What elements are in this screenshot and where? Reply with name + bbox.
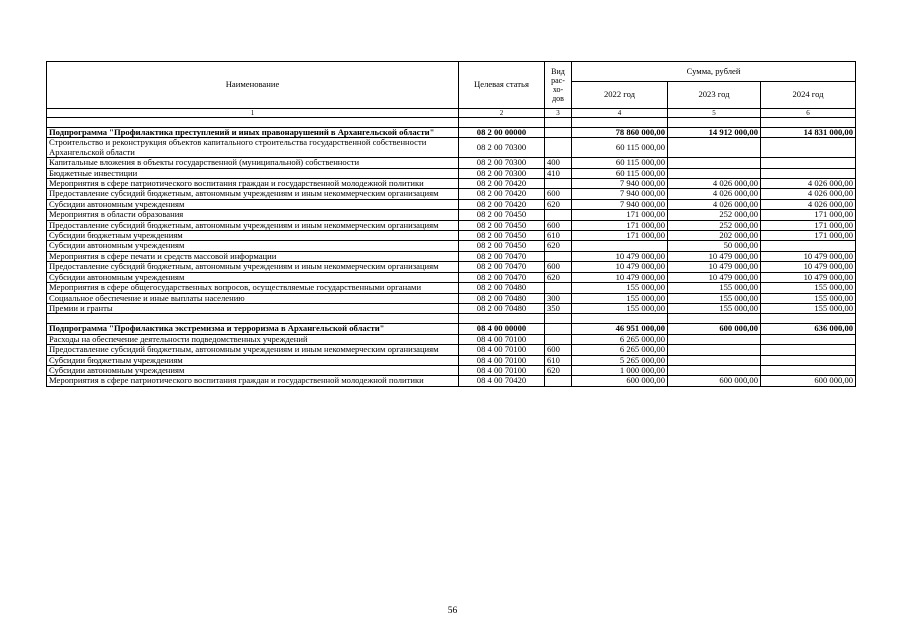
cell-expense-type <box>545 376 572 386</box>
cell-sum-2023 <box>668 365 761 375</box>
table-row <box>47 138 856 158</box>
cell-sum-2022: 171 000,00 <box>572 220 668 230</box>
cell-sum-2022: 78 860 000,00 <box>572 128 668 138</box>
empty-cell <box>761 314 856 324</box>
cell-sum-2022: 155 000,00 <box>572 283 668 293</box>
cell-sum-2024: 155 000,00 <box>761 303 856 313</box>
cell-name: Субсидии автономным учреждениям <box>47 365 459 375</box>
cell-sum-2022: 171 000,00 <box>572 231 668 241</box>
cell-sum-2024: 636 000,00 <box>761 324 856 334</box>
cell-expense-type <box>545 138 572 158</box>
cell-sum-2024: 155 000,00 <box>761 283 856 293</box>
cell-expense-type <box>545 334 572 344</box>
cell-sum-2024: 171 000,00 <box>761 220 856 230</box>
table-row <box>47 334 856 344</box>
empty-cell <box>572 118 668 128</box>
cell-expense-type <box>545 251 572 261</box>
cell-name: Мероприятия в сфере патриотического воспитания граждан и государственной молодежной политики <box>47 376 459 386</box>
cell-expense-type <box>545 179 572 189</box>
cell-name: Расходы на обеспечение деятельности подведомственных учреждений <box>47 334 459 344</box>
cell-sum-2022: 155 000,00 <box>572 303 668 313</box>
cell-target-article: 08 4 00 70420 <box>459 376 545 386</box>
cell-sum-2023: 252 000,00 <box>668 220 761 230</box>
cell-sum-2023 <box>668 168 761 178</box>
cell-expense-type: 610 <box>545 355 572 365</box>
cell-sum-2022: 60 115 000,00 <box>572 158 668 168</box>
cell-expense-type: 600 <box>545 220 572 230</box>
cell-name: Социальное обеспечение и иные выплаты населению <box>47 293 459 303</box>
cell-target-article: 08 2 00 70470 <box>459 272 545 282</box>
cell-name: Подпрограмма "Профилактика экстремизма и терроризма в Архангельской области" <box>47 324 459 334</box>
cell-sum-2022: 7 940 000,00 <box>572 179 668 189</box>
cell-name: Субсидии автономным учреждениям <box>47 199 459 209</box>
cell-target-article: 08 2 00 70300 <box>459 138 545 158</box>
cell-expense-type <box>545 283 572 293</box>
cell-sum-2022: 10 479 000,00 <box>572 251 668 261</box>
cell-name: Мероприятия в сфере патриотического воспитания граждан и государственной молодежной политики <box>47 179 459 189</box>
table-row <box>47 158 856 168</box>
cell-expense-type: 620 <box>545 272 572 282</box>
cell-name: Подпрограмма "Профилактика преступлений и иных правонарушений в Архангельской области" <box>47 128 459 138</box>
cell-sum-2022: 10 479 000,00 <box>572 272 668 282</box>
table-row <box>47 345 856 355</box>
cell-sum-2023: 600 000,00 <box>668 324 761 334</box>
cell-sum-2022: 60 115 000,00 <box>572 138 668 158</box>
cell-expense-type <box>545 210 572 220</box>
cell-sum-2023 <box>668 334 761 344</box>
cell-sum-2023: 4 026 000,00 <box>668 179 761 189</box>
table-row <box>47 241 856 251</box>
empty-cell <box>459 314 545 324</box>
cell-sum-2023: 155 000,00 <box>668 283 761 293</box>
header-year-2024: 2024 год <box>761 82 856 109</box>
cell-sum-2024: 600 000,00 <box>761 376 856 386</box>
cell-sum-2024: 171 000,00 <box>761 210 856 220</box>
header-year-2022: 2022 год <box>572 82 668 109</box>
table-row <box>47 293 856 303</box>
table-row <box>47 262 856 272</box>
cell-target-article: 08 2 00 70450 <box>459 231 545 241</box>
cell-name: Предоставление субсидий бюджетным, автономным учреждениям и иным некоммерческим организациям <box>47 262 459 272</box>
cell-target-article: 08 2 00 70480 <box>459 293 545 303</box>
empty-cell <box>572 314 668 324</box>
table-row <box>47 355 856 365</box>
cell-sum-2023: 50 000,00 <box>668 241 761 251</box>
cell-sum-2023 <box>668 345 761 355</box>
column-index: 4 <box>572 109 668 118</box>
cell-name: Капитальные вложения в объекты государственной (муниципальной) собственности <box>47 158 459 168</box>
cell-sum-2024 <box>761 241 856 251</box>
cell-expense-type: 600 <box>545 189 572 199</box>
cell-sum-2024: 4 026 000,00 <box>761 199 856 209</box>
cell-sum-2024: 10 479 000,00 <box>761 262 856 272</box>
empty-cell <box>668 118 761 128</box>
page-number: 56 <box>447 606 458 616</box>
table-row <box>47 251 856 261</box>
cell-sum-2022: 6 265 000,00 <box>572 334 668 344</box>
table-row <box>47 283 856 293</box>
cell-expense-type: 620 <box>545 365 572 375</box>
cell-target-article: 08 2 00 70450 <box>459 210 545 220</box>
subprogram-row <box>47 128 856 138</box>
cell-sum-2024 <box>761 138 856 158</box>
cell-name: Мероприятия в сфере печати и средств массовой информации <box>47 251 459 261</box>
empty-cell <box>545 118 572 128</box>
table-header <box>47 62 856 118</box>
cell-sum-2022: 5 265 000,00 <box>572 355 668 365</box>
cell-name: Премии и гранты <box>47 303 459 313</box>
empty-cell <box>761 118 856 128</box>
cell-name: Субсидии бюджетным учреждениям <box>47 231 459 241</box>
cell-sum-2023: 155 000,00 <box>668 303 761 313</box>
column-index: 2 <box>459 109 545 118</box>
cell-expense-type: 300 <box>545 293 572 303</box>
cell-expense-type: 600 <box>545 345 572 355</box>
table-row <box>47 365 856 375</box>
cell-target-article: 08 2 00 70480 <box>459 283 545 293</box>
cell-sum-2023: 252 000,00 <box>668 210 761 220</box>
cell-sum-2022: 7 940 000,00 <box>572 189 668 199</box>
cell-name: Предоставление субсидий бюджетным, автономным учреждениям и иным некоммерческим организациям <box>47 189 459 199</box>
spacer-row <box>47 314 856 324</box>
cell-expense-type: 620 <box>545 241 572 251</box>
cell-sum-2023 <box>668 138 761 158</box>
table-row <box>47 303 856 313</box>
subprogram-row <box>47 324 856 334</box>
table-row <box>47 199 856 209</box>
cell-name: Субсидии автономным учреждениям <box>47 272 459 282</box>
cell-expense-type: 350 <box>545 303 572 313</box>
empty-cell <box>459 118 545 128</box>
cell-name: Субсидии бюджетным учреждениям <box>47 355 459 365</box>
cell-target-article: 08 2 00 70450 <box>459 241 545 251</box>
cell-sum-2024: 4 026 000,00 <box>761 189 856 199</box>
cell-name: Бюджетные инвестиции <box>47 168 459 178</box>
table-row <box>47 179 856 189</box>
cell-sum-2024: 171 000,00 <box>761 231 856 241</box>
cell-target-article: 08 2 00 70420 <box>459 179 545 189</box>
cell-sum-2023: 10 479 000,00 <box>668 251 761 261</box>
cell-expense-type: 400 <box>545 158 572 168</box>
cell-sum-2022 <box>572 241 668 251</box>
cell-name: Строительство и реконструкция объектов капитального строительства государственной собственности Архангельской области <box>47 138 459 158</box>
cell-sum-2024: 10 479 000,00 <box>761 251 856 261</box>
spacer-row <box>47 118 856 128</box>
empty-cell <box>545 314 572 324</box>
cell-target-article: 08 4 00 70100 <box>459 365 545 375</box>
cell-expense-type: 620 <box>545 199 572 209</box>
table-row <box>47 168 856 178</box>
cell-target-article: 08 2 00 70470 <box>459 251 545 261</box>
table-body <box>47 118 856 387</box>
table-row <box>47 231 856 241</box>
cell-expense-type <box>545 128 572 138</box>
cell-target-article: 08 2 00 70470 <box>459 262 545 272</box>
cell-sum-2024: 10 479 000,00 <box>761 272 856 282</box>
column-index: 1 <box>47 109 459 118</box>
cell-target-article: 08 4 00 70100 <box>459 334 545 344</box>
cell-expense-type <box>545 324 572 334</box>
cell-target-article: 08 4 00 70100 <box>459 355 545 365</box>
column-index: 3 <box>545 109 572 118</box>
cell-sum-2023: 4 026 000,00 <box>668 189 761 199</box>
cell-sum-2022: 7 940 000,00 <box>572 199 668 209</box>
cell-sum-2024: 155 000,00 <box>761 293 856 303</box>
cell-sum-2022: 46 951 000,00 <box>572 324 668 334</box>
table-row <box>47 272 856 282</box>
header-name: Наименование <box>47 62 459 109</box>
cell-target-article: 08 4 00 00000 <box>459 324 545 334</box>
empty-cell <box>47 118 459 128</box>
cell-sum-2023: 10 479 000,00 <box>668 262 761 272</box>
cell-sum-2023: 600 000,00 <box>668 376 761 386</box>
cell-sum-2022: 600 000,00 <box>572 376 668 386</box>
cell-sum-2024 <box>761 168 856 178</box>
cell-target-article: 08 2 00 70300 <box>459 158 545 168</box>
cell-target-article: 08 2 00 70450 <box>459 220 545 230</box>
cell-sum-2022: 1 000 000,00 <box>572 365 668 375</box>
cell-name: Предоставление субсидий бюджетным, автономным учреждениям и иным некоммерческим организациям <box>47 220 459 230</box>
cell-target-article: 08 2 00 70420 <box>459 199 545 209</box>
cell-sum-2023: 4 026 000,00 <box>668 199 761 209</box>
header-expense-type: Вид рас- хо- дов <box>545 62 572 109</box>
table-row <box>47 210 856 220</box>
cell-target-article: 08 2 00 70300 <box>459 168 545 178</box>
cell-sum-2024: 14 831 000,00 <box>761 128 856 138</box>
cell-target-article: 08 2 00 70480 <box>459 303 545 313</box>
cell-sum-2023: 10 479 000,00 <box>668 272 761 282</box>
cell-target-article: 08 2 00 70420 <box>459 189 545 199</box>
cell-sum-2023: 14 912 000,00 <box>668 128 761 138</box>
cell-sum-2024 <box>761 345 856 355</box>
table-row <box>47 220 856 230</box>
cell-target-article: 08 2 00 00000 <box>459 128 545 138</box>
cell-sum-2023: 155 000,00 <box>668 293 761 303</box>
cell-name: Субсидии автономным учреждениям <box>47 241 459 251</box>
cell-name: Мероприятия в сфере общегосударственных вопросов, осуществляемые государственными органами <box>47 283 459 293</box>
header-year-2023: 2023 год <box>668 82 761 109</box>
cell-sum-2023 <box>668 355 761 365</box>
column-index: 5 <box>668 109 761 118</box>
column-index-row <box>47 109 856 118</box>
cell-sum-2024 <box>761 158 856 168</box>
cell-expense-type: 610 <box>545 231 572 241</box>
cell-sum-2022: 60 115 000,00 <box>572 168 668 178</box>
header-target-article: Целевая статья <box>459 62 545 109</box>
cell-name: Мероприятия в области образования <box>47 210 459 220</box>
cell-expense-type: 410 <box>545 168 572 178</box>
cell-sum-2022: 171 000,00 <box>572 210 668 220</box>
cell-sum-2022: 155 000,00 <box>572 293 668 303</box>
cell-sum-2022: 10 479 000,00 <box>572 262 668 272</box>
cell-sum-2024 <box>761 334 856 344</box>
header-sum: Сумма, рублей <box>572 62 856 82</box>
cell-sum-2023 <box>668 158 761 168</box>
cell-expense-type: 600 <box>545 262 572 272</box>
cell-sum-2022: 6 265 000,00 <box>572 345 668 355</box>
cell-sum-2024 <box>761 355 856 365</box>
cell-sum-2024: 4 026 000,00 <box>761 179 856 189</box>
cell-target-article: 08 4 00 70100 <box>459 345 545 355</box>
table-row <box>47 376 856 386</box>
empty-cell <box>668 314 761 324</box>
table-row <box>47 189 856 199</box>
empty-cell <box>47 314 459 324</box>
cell-sum-2023: 202 000,00 <box>668 231 761 241</box>
column-index: 6 <box>761 109 856 118</box>
budget-table <box>46 61 856 387</box>
cell-name: Предоставление субсидий бюджетным, автономным учреждениям и иным некоммерческим организациям <box>47 345 459 355</box>
cell-sum-2024 <box>761 365 856 375</box>
